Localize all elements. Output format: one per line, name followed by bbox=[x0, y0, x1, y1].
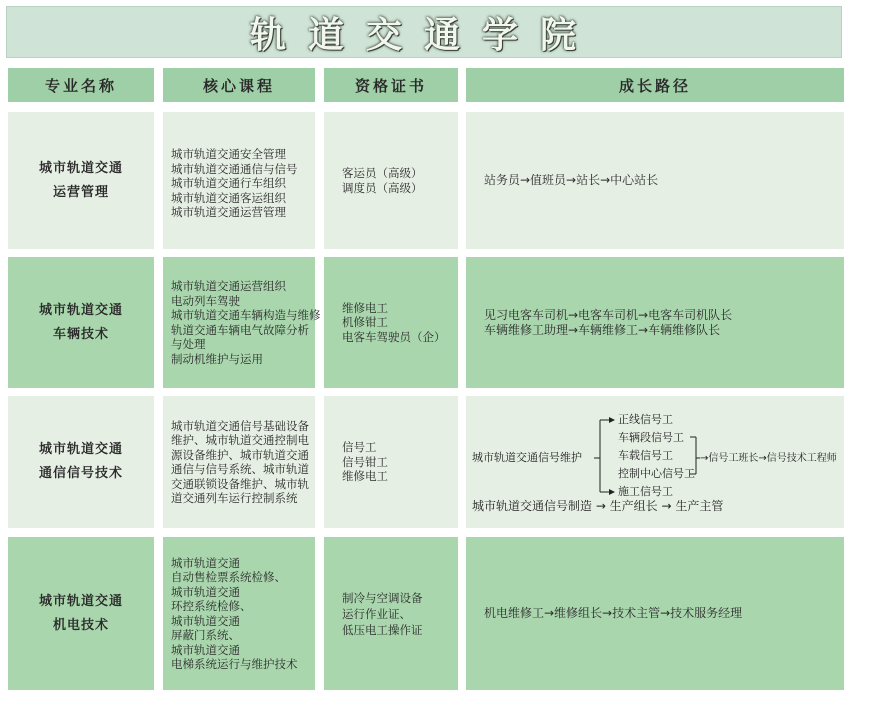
row-3-courses bbox=[163, 396, 315, 528]
course-item: 城市轨道交通通信与信号 bbox=[171, 161, 298, 176]
course-item: 城市轨道交通安全管理 bbox=[171, 147, 286, 162]
course-item: 城市轨道交通 bbox=[171, 555, 240, 570]
career-path: 见习电客车司机→电客车司机→电客车司机队长 bbox=[484, 308, 733, 322]
cert-item: 电客车驾驶员（企） bbox=[342, 329, 446, 344]
course-item: 轨道交通车辆电气故障分析 bbox=[171, 322, 309, 337]
row-4-major bbox=[8, 537, 154, 690]
course-item: 环控系统检修、 bbox=[171, 599, 252, 613]
path-branch: 车载信号工 bbox=[618, 449, 673, 462]
course-item: 源设备维护、城市轨道交通 bbox=[171, 447, 309, 462]
row-2-certs bbox=[324, 257, 458, 388]
header-major: 专业名称 bbox=[8, 68, 154, 102]
row-1-certs bbox=[324, 112, 458, 249]
career-path: 站务员→值班员→站长→中心站长 bbox=[484, 173, 659, 188]
cert-item: 低压电工操作证 bbox=[342, 622, 423, 637]
course-item: 电梯系统运行与维护技术 bbox=[171, 657, 298, 671]
header-courses: 核心课程 bbox=[163, 68, 315, 102]
course-item: 城市轨道交通客运组织 bbox=[171, 190, 286, 205]
path-branch: 正线信号工 bbox=[618, 413, 673, 426]
cert-item: 机修钳工 bbox=[342, 315, 388, 330]
course-item: 城市轨道交通 bbox=[171, 642, 240, 657]
title-banner bbox=[6, 6, 842, 58]
course-item: 城市轨道交通车辆构造与维修 bbox=[171, 308, 321, 322]
course-item: 城市轨道交通运营组织 bbox=[171, 279, 286, 293]
path-branch: 车辆段信号工 bbox=[618, 431, 684, 444]
cert-item: 调度员（高级） bbox=[342, 180, 423, 195]
course-item: 城市轨道交通行车组织 bbox=[171, 176, 286, 191]
course-item: 电动列车驾驶 bbox=[171, 293, 240, 308]
major-line: 城市轨道交通 bbox=[38, 160, 123, 176]
course-item: 制动机维护与运用 bbox=[171, 351, 263, 366]
path-branch: 施工信号工 bbox=[618, 485, 673, 498]
row-3-major bbox=[8, 396, 154, 528]
path-second: 城市轨道交通信号制造 → 生产组长 → 生产主管 bbox=[472, 499, 724, 513]
course-item: 城市轨道交通 bbox=[171, 613, 240, 628]
path-root: 城市轨道交通信号维护 bbox=[472, 451, 582, 464]
path-merge: →信号工班长→信号技术工程师 bbox=[700, 453, 837, 464]
cert-item: 制冷与空调设备 bbox=[342, 590, 423, 605]
major-line: 车辆技术 bbox=[52, 326, 109, 342]
major-line: 通信信号技术 bbox=[38, 466, 123, 481]
course-item: 自动售检票系统检修、 bbox=[171, 570, 286, 584]
row-3-path bbox=[466, 396, 844, 528]
course-item: 通信与信号系统、城市轨道 bbox=[171, 462, 309, 476]
course-item: 交通联锁设备维护、城市轨 bbox=[171, 476, 309, 491]
major-line: 城市轨道交通 bbox=[38, 593, 123, 609]
course-item: 屏蔽门系统、 bbox=[171, 628, 240, 642]
course-item: 城市轨道交通运营管理 bbox=[171, 205, 286, 220]
page-title: 轨道交通学院 bbox=[249, 13, 598, 56]
row-4-path bbox=[466, 537, 844, 690]
header-certs: 资格证书 bbox=[324, 68, 458, 102]
cert-item: 运行作业证、 bbox=[342, 606, 411, 621]
row-1-courses bbox=[163, 112, 315, 249]
row-4-courses bbox=[163, 537, 315, 690]
row-2-major bbox=[8, 257, 154, 388]
course-item: 与处理 bbox=[171, 337, 206, 351]
row-1-major bbox=[8, 112, 154, 249]
cert-item: 维修电工 bbox=[342, 469, 388, 484]
cert-item: 信号工 bbox=[342, 440, 377, 455]
major-line: 机电技术 bbox=[52, 617, 109, 633]
major-line: 城市轨道交通 bbox=[38, 302, 123, 318]
course-item: 城市轨道交通 bbox=[171, 584, 240, 599]
row-3-certs bbox=[324, 396, 458, 528]
header-path: 成长路径 bbox=[466, 68, 844, 102]
row-1-path bbox=[466, 112, 844, 249]
course-item: 城市轨道交通信号基础设备 bbox=[171, 418, 309, 433]
course-item: 道交通列车运行控制系统 bbox=[171, 491, 298, 505]
cert-item: 维修电工 bbox=[342, 300, 388, 315]
row-2-path bbox=[466, 257, 844, 388]
row-2-courses bbox=[163, 257, 321, 388]
row-4-certs bbox=[324, 537, 458, 690]
career-path: 车辆维修工助理→车辆维修工→车辆维修队长 bbox=[484, 322, 721, 337]
cert-item: 信号钳工 bbox=[342, 454, 388, 469]
career-path: 机电维修工→维修组长→技术主管→技术服务经理 bbox=[484, 606, 743, 621]
cert-item: 客运员（高级） bbox=[342, 166, 423, 180]
course-item: 维护、城市轨道交通控制电 bbox=[171, 433, 309, 447]
major-line: 运营管理 bbox=[52, 184, 109, 200]
major-line: 城市轨道交通 bbox=[38, 442, 123, 457]
path-branch: 控制中心信号工 bbox=[618, 467, 695, 480]
